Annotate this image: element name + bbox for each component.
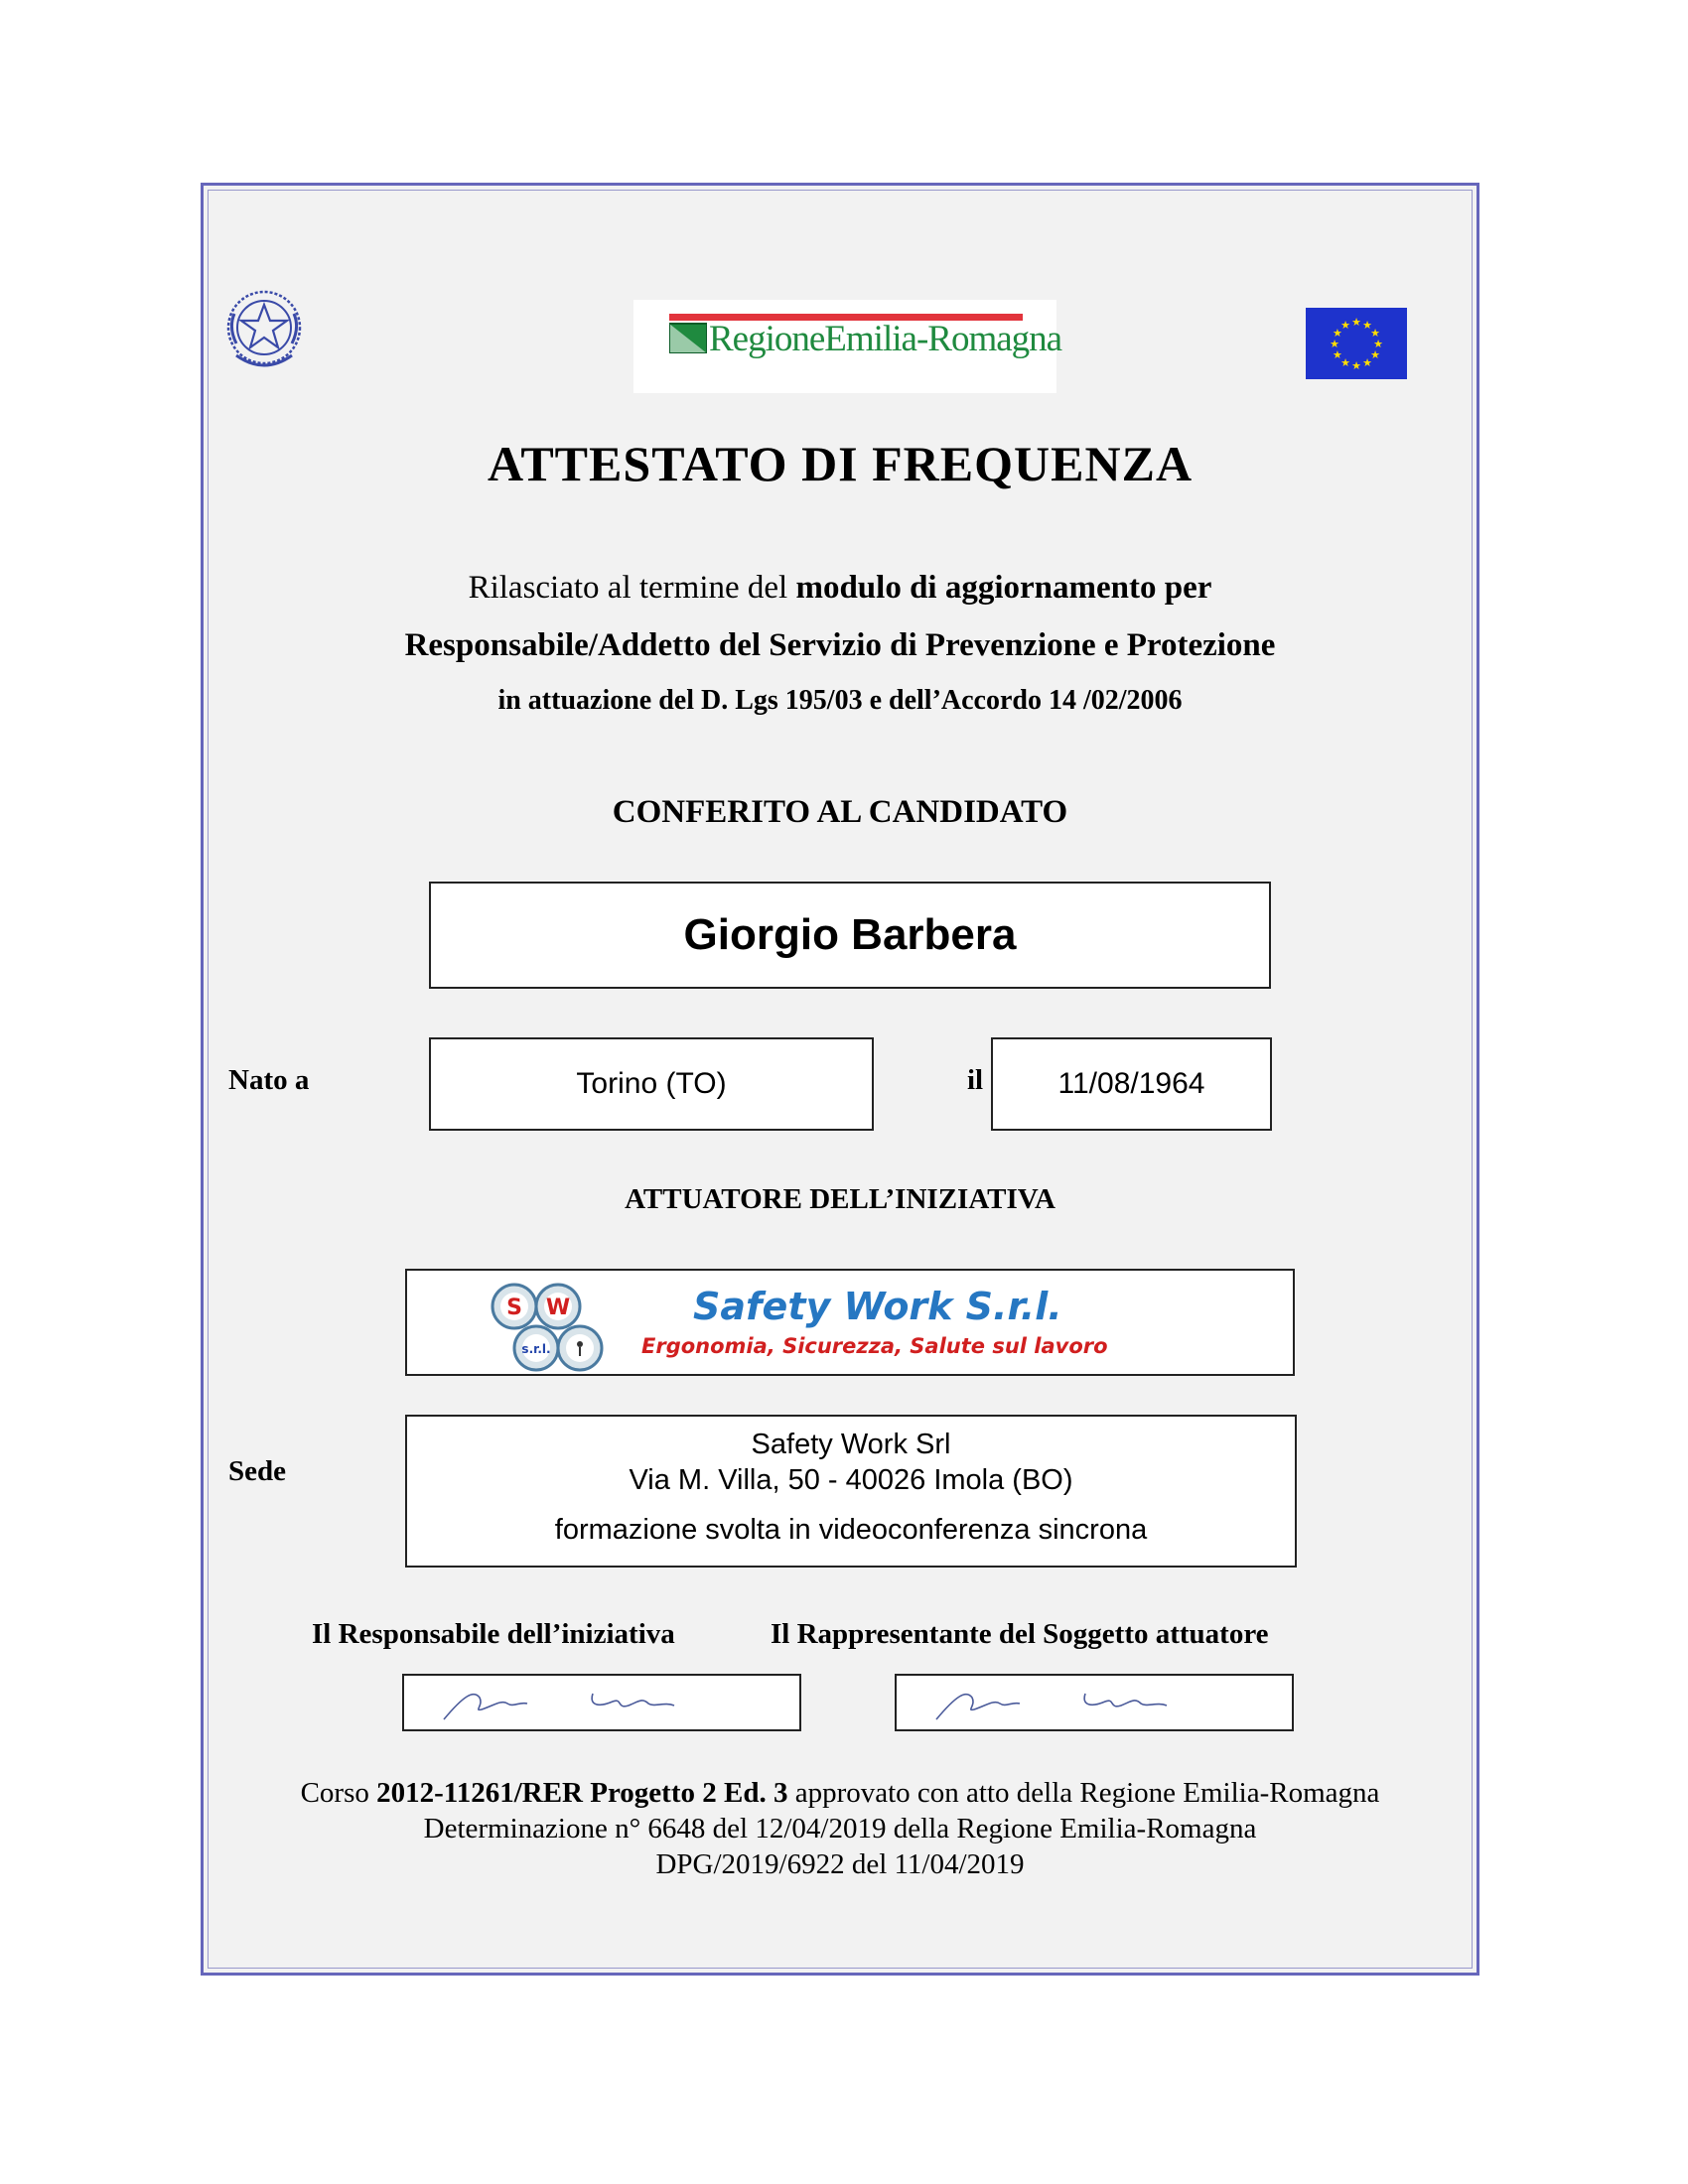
eu-star-icon: ★ xyxy=(1340,318,1350,332)
intro-line-1: Rilasciato al termine del modulo di aggiornamento per xyxy=(468,570,1212,606)
actuator-label: ATTUATORE DELL’INIZIATIVA xyxy=(625,1183,1055,1215)
candidate-name: Giorgio Barbera xyxy=(429,882,1271,989)
eu-star-icon: ★ xyxy=(1370,348,1381,361)
sede-label: Sede xyxy=(228,1455,286,1487)
eu-star-icon: ★ xyxy=(1340,356,1350,370)
eu-star-icon: ★ xyxy=(1362,318,1372,332)
eu-star-icon: ★ xyxy=(1351,359,1361,372)
eu-star-icon: ★ xyxy=(1370,327,1381,340)
date-label: il xyxy=(967,1064,984,1096)
eu-star-icon: ★ xyxy=(1332,348,1342,361)
svg-text:W: W xyxy=(545,1296,571,1320)
eu-star-icon: ★ xyxy=(1362,356,1372,370)
region-flag-icon xyxy=(669,322,707,353)
actuator-name: Safety Work S.r.l. xyxy=(693,1285,1062,1328)
sede-note: formazione svolta in videoconferenza sincrona xyxy=(554,1514,1148,1546)
italian-emblem-icon xyxy=(224,286,304,373)
safety-work-logo-icon xyxy=(485,1279,608,1374)
footer-dpg: DPG/2019/6922 del 11/04/2019 xyxy=(655,1848,1025,1880)
eu-star-icon: ★ xyxy=(1351,316,1361,329)
birthdate-field: 11/08/1964 xyxy=(991,1037,1272,1131)
actuator-tagline: Ergonomia, Sicurezza, Salute sul lavoro xyxy=(641,1334,1108,1358)
footer-course: Corso 2012-11261/RER Progetto 2 Ed. 3 approvato con atto della Regione Emilia-Romagna xyxy=(300,1777,1380,1809)
eu-star-icon: ★ xyxy=(1330,338,1339,350)
responsible-signature xyxy=(402,1674,801,1731)
birthplace-field: Torino (TO) xyxy=(429,1037,874,1131)
conferred-label: CONFERITO AL CANDIDATO xyxy=(612,794,1068,830)
representative-label: Il Rappresentante del Soggetto attuatore xyxy=(771,1618,1269,1650)
svg-text:S: S xyxy=(506,1296,522,1320)
eu-flag-icon xyxy=(1306,308,1407,379)
svg-text:s.r.l.: s.r.l. xyxy=(521,1342,551,1356)
eu-star-icon: ★ xyxy=(1332,327,1342,340)
representative-signature xyxy=(895,1674,1294,1731)
intro-line-2: Responsabile/Addetto del Servizio di Prevenzione e Protezione xyxy=(404,627,1276,663)
sede-box xyxy=(405,1415,1297,1568)
region-logo-text: RegioneEmilia-Romagna xyxy=(709,319,1062,359)
sede-address: Via M. Villa, 50 - 40026 Imola (BO) xyxy=(629,1464,1073,1496)
born-label: Nato a xyxy=(228,1064,310,1096)
certificate-title: ATTESTATO DI FREQUENZA xyxy=(487,436,1194,491)
regione-emilia-romagna-logo xyxy=(633,300,1062,393)
actuator-logo-box xyxy=(405,1269,1295,1376)
sede-company: Safety Work Srl xyxy=(751,1429,951,1460)
responsible-label: Il Responsabile dell’iniziativa xyxy=(312,1618,675,1650)
intro-line-3: in attuazione del D. Lgs 195/03 e dell’Accordo 14 /02/2006 xyxy=(497,685,1183,716)
footer-determination: Determinazione n° 6648 del 12/04/2019 della Regione Emilia-Romagna xyxy=(423,1813,1257,1844)
eu-star-icon: ★ xyxy=(1373,338,1383,350)
